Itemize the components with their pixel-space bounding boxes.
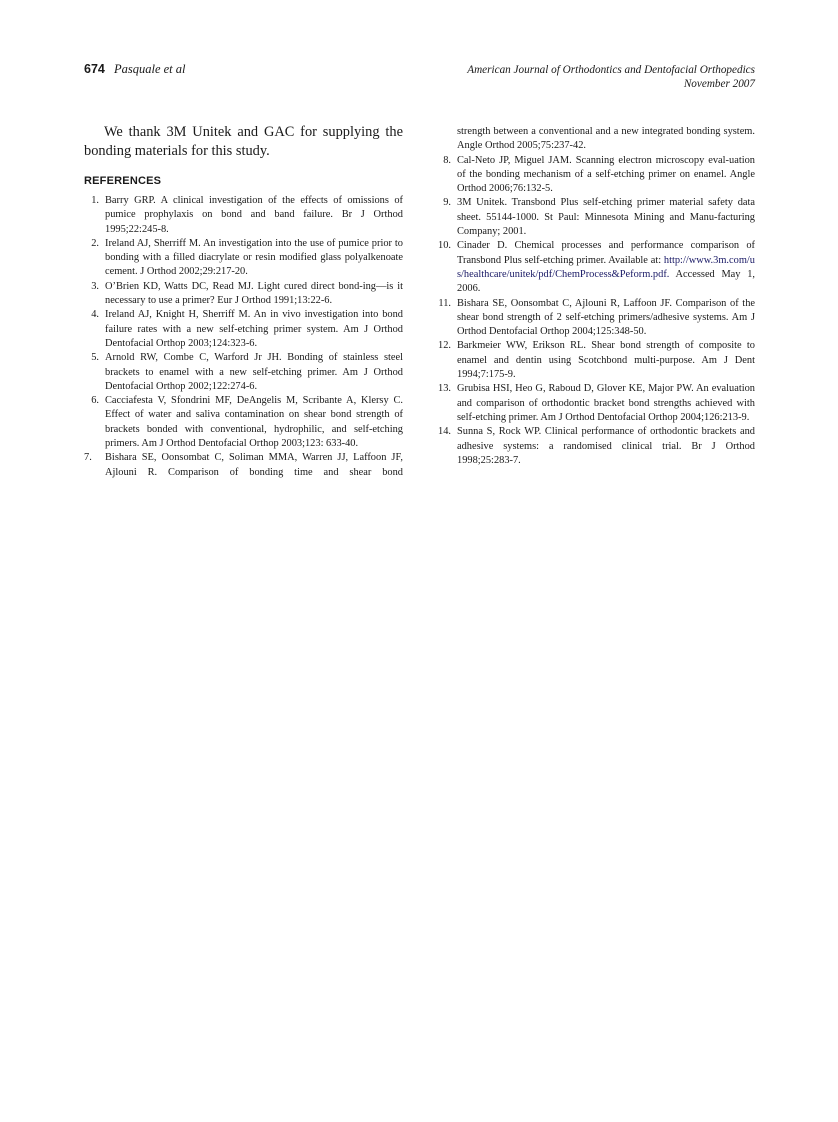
acknowledgment: We thank 3M Unitek and GAC for supplying the bonding materials for this study. — [84, 124, 403, 159]
reference-number: 13. — [438, 383, 451, 395]
running-author: Pasquale et al — [113, 62, 186, 76]
reference-item — [432, 382, 755, 425]
reference-number: 2. — [91, 237, 99, 249]
reference-item — [432, 239, 755, 296]
reference-item — [84, 308, 403, 351]
reference-text: Arnold RW, Combe C, Warford Jr JH. Bonding of stainless steel brackets to enamel with a new self-etching primer. Am J Orthod Dentofacial Orthop 2002;122:274-6. — [105, 352, 403, 392]
reference-number: 11. — [438, 297, 451, 309]
reference-item — [84, 237, 403, 280]
running-header-right — [467, 63, 755, 91]
reference-text: Bishara SE, Oonsombat C, Soliman MMA, Warren JJ, Laffoon JF, Ajlouni R. Comparison of bonding time and shear bond — [105, 452, 403, 478]
reference-text: Cal-Neto JP, Miguel JAM. Scanning electron microscopy eval-uation of the bonding mechanism of a self-etching primer on enamel. Angle Orthod 2006;76:132-5. — [457, 154, 755, 195]
reference-text: Bishara SE, Oonsombat C, Ajlouni R, Laffoon JF. Comparison of the shear bond strength of 2 self-etching primers/adhesive systems. Am J Orthod Dentofacial Orthop 2004;125:348-50. — [457, 297, 755, 338]
reference-list-left — [84, 194, 403, 480]
reference-text: Cacciafesta V, Sfondrini MF, DeAngelis M, Scribante A, Klersy C. Effect of water and saliva contamination on shear bond strength of brackets bonded with conventional, hydrophilic, and self-etching primers. Am J Orthod Dentofacial Orthop 2003;123: 633-40. — [105, 395, 403, 450]
reference-item — [84, 394, 403, 451]
reference-number: 4. — [91, 309, 99, 321]
reference-text: Ireland AJ, Knight H, Sherriff M. An in vivo investigation into bond failure rates with a new self-etching primer system. Am J Orthod Dentofacial Orthop 2003;124:323-6. — [105, 309, 403, 349]
reference-text: Sunna S, Rock WP. Clinical performance of orthodontic brackets and adhesive systems: a randomised clinical trial. Br J Orthod 1998;25:283-7. — [457, 426, 755, 466]
page-number: 674 — [84, 62, 105, 76]
reference-text: Barry GRP. A clinical investigation of the effects of omissions of pumice prophylaxis on bond and band failure. Br J Orthod 1995;22:245-8. — [105, 195, 403, 235]
reference-number: 7. — [84, 452, 92, 464]
reference-item — [84, 351, 403, 394]
journal-title: American Journal of Orthodontics and Dentofacial Orthopedics — [467, 64, 755, 76]
reference-number: 5. — [91, 352, 99, 364]
reference-item — [84, 451, 403, 480]
reference-item — [432, 297, 755, 340]
reference-number: 12. — [438, 340, 451, 352]
reference-continuation: strength between a conventional and a new integrated bonding system. Angle Orthod 2005;75:237-42. — [457, 126, 755, 152]
running-header-left — [84, 62, 186, 77]
reference-number: 8. — [443, 154, 451, 166]
reference-number: 9. — [443, 197, 451, 209]
reference-number: 1. — [91, 195, 99, 206]
issue-date: November 2007 — [683, 78, 755, 90]
reference-text: Cinader D. Chemical processes and performance comparison of Transbond Plus self-etching primer. Available at: — [457, 240, 755, 266]
references-heading: REFERENCES — [84, 175, 162, 187]
reference-text: Grubisa HSI, Heo G, Raboud D, Glover KE, Major PW. An evaluation and comparison of orthodontic bracket bond strengths achieved with self-etching primer. Am J Orthod Dentofacial Orthop 2004;126:213-9. — [457, 383, 755, 423]
reference-access-date: Accessed May 1, 2006. — [457, 268, 755, 295]
reference-item — [84, 194, 403, 237]
reference-item — [432, 196, 755, 239]
reference-number: 10. — [438, 240, 451, 252]
reference-item — [432, 154, 755, 197]
reference-text: Barkmeier WW, Erikson RL. Shear bond strength of composite to enamel and dentin using Scotchbond multi-purpose. Am J Dent 1994;7:175-9. — [457, 340, 755, 381]
reference-text: Ireland AJ, Sherriff M. An investigation into the use of pumice prior to bonding with a filled diacrylate or resin modified glass polyalkenoate cement. J Orthod 2002;29:217-20. — [105, 237, 403, 278]
reference-item — [432, 339, 755, 382]
reference-item — [84, 280, 403, 309]
reference-number: 3. — [91, 280, 99, 292]
reference-item — [432, 425, 755, 468]
reference-url-link[interactable]: http://www.3m.com/us/healthcare/unitek/pdf/ChemProcess&Peform.pdf. — [457, 254, 755, 280]
reference-text: 3M Unitek. Transbond Plus self-etching primer material safety data sheet. 55144-1000. St Paul: Minnesota Mining and Manu-facturing Company; 2001. — [457, 197, 755, 238]
reference-number: 6. — [91, 395, 99, 407]
reference-text: O’Brien KD, Watts DC, Read MJ. Light cured direct bond-ing—is it necessary to use a primer? Eur J Orthod 1991;13:22-6. — [105, 280, 403, 307]
reference-number: 14. — [438, 426, 451, 438]
reference-list-right — [432, 125, 755, 468]
